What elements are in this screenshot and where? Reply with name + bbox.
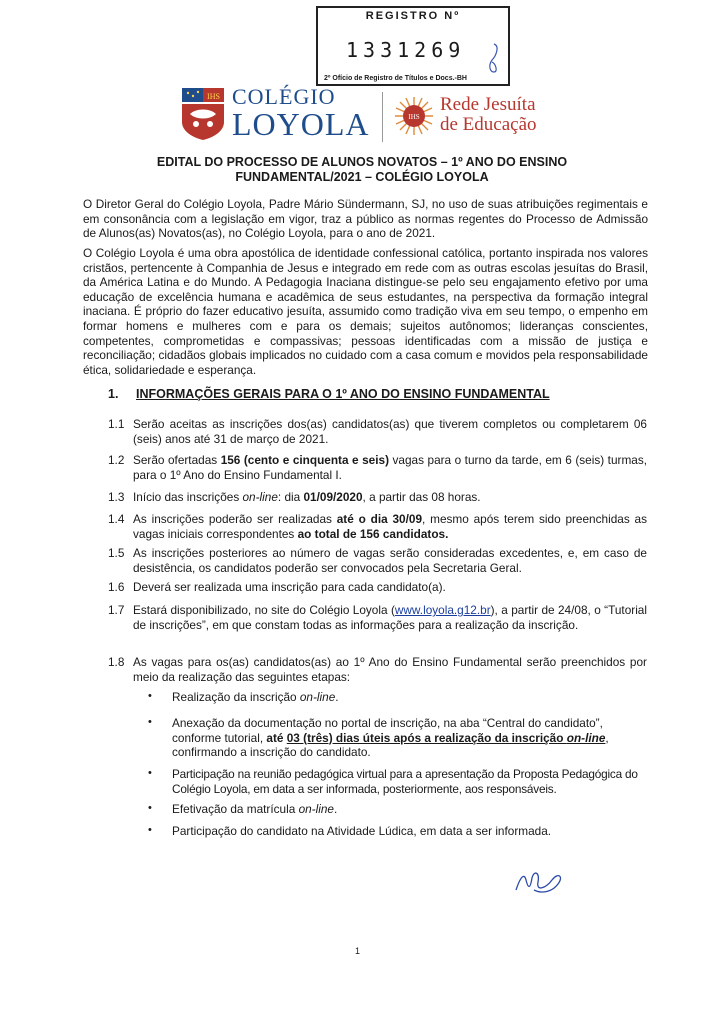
loyola-site-link[interactable]: www.loyola.g12.br	[394, 603, 491, 617]
logo-rede-line1: Rede Jesuíta	[440, 94, 536, 115]
bullet-1-text: Realização da inscrição on-line.	[172, 690, 339, 704]
sun-letters: IHS	[408, 113, 420, 121]
item-1-2-number: 1.2	[108, 453, 125, 467]
item-1-6-number: 1.6	[108, 580, 125, 594]
bullet-mark: •	[148, 824, 152, 836]
item-1-8-number: 1.8	[108, 655, 125, 669]
registry-stamp	[316, 6, 510, 86]
stamp-office: 2º Ofício de Registro de Títulos e Docs.-BH	[324, 75, 467, 82]
item-1-4-number: 1.4	[108, 512, 125, 526]
item-1-4-text: As inscrições poderão ser realizadas até o dia 30/09, mesmo após terem sido preenchidas as vagas iniciais correspondentes ao total de 156 candidatos.	[133, 512, 647, 541]
logo-loyola-line2: LOYOLA	[232, 106, 370, 142]
document-title-line1: EDITAL DO PROCESSO DE ALUNOS NOVATOS – 1º ANO DO ENSINO	[156, 155, 568, 169]
section1-number: 1.	[108, 387, 119, 401]
logo-divider	[382, 92, 383, 142]
item-1-7-number: 1.7	[108, 603, 125, 617]
stamp-label: REGISTRO Nº	[365, 10, 461, 22]
loyola-crest-icon	[182, 88, 224, 140]
mission-paragraph: O Colégio Loyola é uma obra apostólica de identidade confessional católica, portanto inspirada nos valores cristãos, pertencente à Companhia de Jesus e integrado em rede com as outras escolas jesuítas do Brasil, da América Latina e do Mundo. A Pedagogia Inaciana distingue-se pelo seu engajamento efetivo por uma educação de excelência humana e acadêmica de seus estudantes, na perspectiva da formação integral inaciana. É próprio do fazer educativo jesuíta, assumido como tradição viva em seu tempo, o empenho em formar homens e mulheres com e para os demais; sujeitos autônomos; lideranças conscientes, competentes, comprometidas e compassivas; pessoas identificadas com a missão de justiça e reconciliação; cidadãos globais implicados no cuidado com a casa comum e movidos pela responsabilidade ética, solidariedade e esperança.	[83, 246, 648, 377]
bullet-5-text: Participação do candidato na Atividade Lúdica, em data a ser informada.	[172, 824, 552, 838]
section1-title: INFORMAÇÕES GERAIS PARA O 1º ANO DO ENSINO FUNDAMENTAL	[136, 387, 550, 401]
stamp-initial-mark	[484, 42, 504, 76]
intro-paragraph: O Diretor Geral do Colégio Loyola, Padre Mário Sündermann, SJ, no uso de suas atribuições regimentais e em consonância com a legislação em vigor, traz a público as normas regentes do Processo de Admissão de Alunos(as) Novatos(as), no Colégio Loyola, para o ano de 2021.	[83, 197, 648, 241]
logo-loyola-line1: COLÉGIO	[232, 84, 336, 109]
handwritten-initials	[512, 866, 568, 898]
item-1-8-text: As vagas para os(as) candidatos(as) ao 1º Ano do Ensino Fundamental serão preenchidos por meio da realização das seguintes etapas:	[133, 655, 647, 684]
crest-letters: IHS	[207, 92, 220, 101]
item-1-5-text: As inscrições posteriores ao número de vagas serão consideradas excedentes, e, em caso de desistência, os candidatos poderão ser convocados pela Secretaria Geral.	[133, 546, 647, 575]
bullet-3-text: Participação na reunião pedagógica virtual para a apresentação da Proposta Pedagógica do Colégio Loyola, em data a ser informada, posteriormente, aos responsáveis.	[172, 767, 638, 796]
bullet-mark: •	[148, 716, 152, 728]
document-title-line2: FUNDAMENTAL/2021 – COLÉGIO LOYOLA	[235, 170, 489, 184]
item-1-5-number: 1.5	[108, 546, 125, 560]
item-1-3-number: 1.3	[108, 490, 125, 504]
item-1-6-text: Deverá ser realizada uma inscrição para cada candidato(a).	[133, 580, 446, 594]
stamp-number: 1331269	[346, 38, 466, 62]
item-1-3-text: Início das inscrições on-line: dia 01/09/2020, a partir das 08 horas.	[133, 490, 481, 504]
item-1-7-text: Estará disponibilizado, no site do Colégio Loyola (www.loyola.g12.br), a partir de 24/08, o “Tutorial de inscrições”, em que constam todas as informações para a realização da inscrição.	[133, 603, 647, 632]
page-number: 1	[355, 946, 361, 956]
item-1-1-text: Serão aceitas as inscrições dos(as) candidatos(as) que tiverem completos ou completarem 06 (seis) anos até 31 de março de 2021.	[133, 417, 647, 446]
logo-rede-line2: de Educação	[440, 114, 537, 135]
bullet-4-text: Efetivação da matrícula on-line.	[172, 802, 338, 816]
bullet-mark: •	[148, 690, 152, 702]
bullet-mark: •	[148, 802, 152, 814]
bullet-2-text: Anexação da documentação no portal de inscrição, na aba “Central do candidato”, conforme tutorial, até 03 (três) dias úteis após a realização da inscrição on-line, confirmando a inscrição do candidato.	[172, 716, 609, 760]
item-1-1-number: 1.1	[108, 417, 125, 431]
rede-jesuita-sun-icon	[394, 96, 434, 136]
item-1-2-text: Serão ofertadas 156 (cento e cinquenta e seis) vagas para o turno da tarde, em 6 (seis) turmas, para o 1º Ano do Ensino Fundamental I.	[133, 453, 648, 482]
bullet-mark: •	[148, 767, 152, 779]
